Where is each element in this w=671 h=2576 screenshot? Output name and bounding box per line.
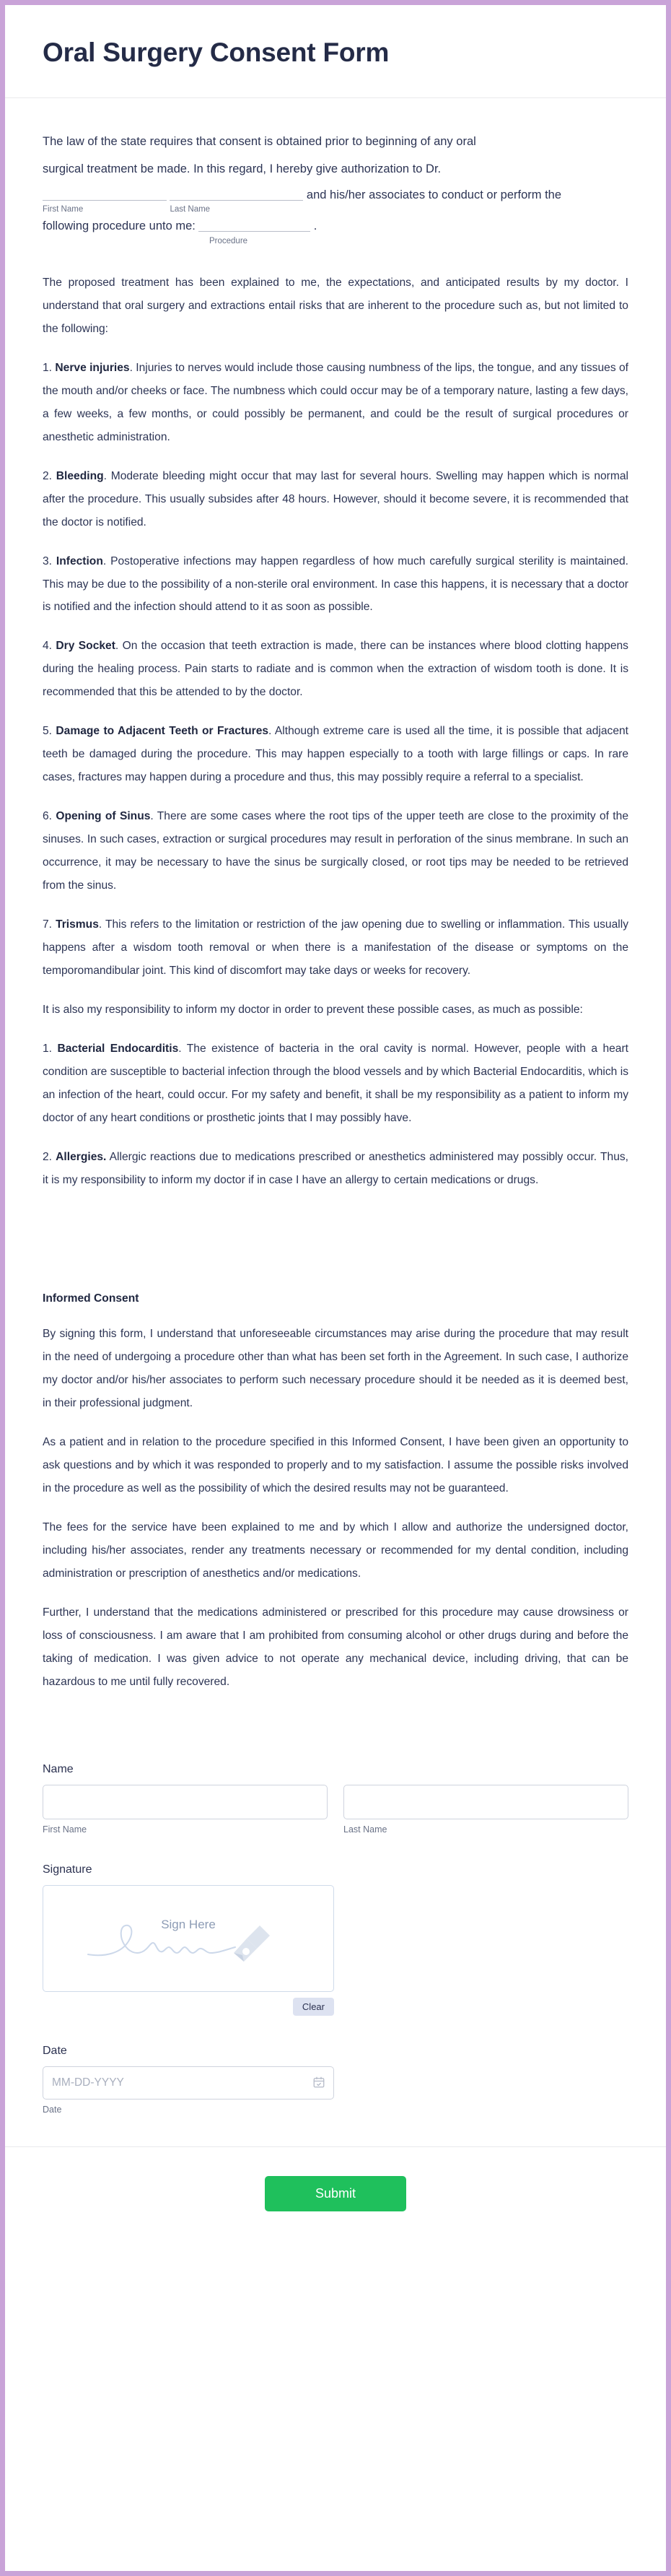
first-name-column	[43, 1785, 328, 1835]
risks-intro-paragraph: The proposed treatment has been explained to me, the expectations, and anticipated results by my doctor. I understand that oral surgery and extractions entail risks that are inherent to the procedure such as, but not limited to the following:	[43, 277, 628, 335]
date-input[interactable]	[43, 2066, 334, 2099]
signature-clear-row	[43, 1998, 334, 2016]
form-body	[5, 98, 666, 1693]
risk-text-3: . Postoperative infections may happen regardless of how much carefully surgical sterility is maintained. This may be due to the possibility of a non-sterile oral environment. In case this happens, it is necessary that a doctor is notified and the infection should attend to it as soon as possible.	[43, 554, 628, 614]
risk-text-2: . Moderate bleeding might occur that may last for several hours. Swelling may happen which is normal after the procedure. This usually subsides after 48 hours. However, should it become severe, it is recommended that the doctor is notified.	[43, 469, 628, 528]
doctor-last-name-input[interactable]	[170, 186, 303, 201]
last-name-column	[343, 1785, 628, 1835]
risk-text-7: . This refers to the limitation or restriction of the jaw opening due to swelling or inflammation. This usually happens after a wisdom tooth removal or when there is a manifestation of the disease or symptoms on the temporomandibular joint. This kind of discomfort may take days or weeks for recovery.	[43, 918, 628, 977]
last-name-input[interactable]	[343, 1785, 628, 1819]
signature-pad[interactable]	[43, 1885, 334, 1992]
submit-button[interactable]: Submit	[265, 2176, 406, 2211]
signature-field-group	[43, 1863, 628, 2016]
spacer	[43, 247, 628, 271]
risk-term-3: Infection	[56, 554, 103, 567]
procedure-field[interactable]	[198, 217, 310, 235]
informed-consent-paragraph-2: As a patient and in relation to the procedure specified in this Informed Consent, I have been given an opportunity to ask questions and by which it was responded to properly and to my satisfaction. I assume the possible risks involved in the procedure as well as the possibility of which the desired results may not be guaranteed.	[43, 1436, 628, 1495]
procedure-caption: Procedure	[209, 237, 248, 246]
informed-consent-paragraph-3: The fees for the service have been explained to me and by which I allow and authorize the undersigned doctor, including his/her associates, render any treatments necessary or recommended for my dental condition, including administration or prescription of anesthetics and/or medications.	[43, 1521, 628, 1580]
responsibility-item-2	[43, 1146, 628, 1192]
name-field-group	[43, 1763, 628, 1835]
intro-line-2: surgical treatment be made. In this regard, I hereby give authorization to Dr.	[43, 162, 442, 175]
risk-text-4: . On the occasion that teeth extraction is made, there can be instances where blood clotting happens during the healing process. Pain starts to radiate and is common when the extraction of wisdom tooth is done. It is recommended that this be attended to by the doctor.	[43, 640, 628, 699]
risk-term-7: Trismus	[56, 918, 99, 931]
risk-item-3	[43, 550, 628, 619]
intro-procedure-row	[43, 217, 628, 247]
responsibility-term-2: Allergies.	[56, 1150, 107, 1163]
intro-inline-fields-row	[43, 186, 628, 216]
doctor-first-name-field[interactable]	[43, 186, 167, 202]
intro-procedure-prefix: following procedure unto me:	[43, 219, 196, 233]
risk-text-6: . There are some cases where the root tips of the upper teeth are close to the proximity of the sinuses. In such cases, extraction or surgical procedures may result in perforation of the sinus membrane. In such an occurrence, it may be necessary to have the sinus be surgically closed, or root tips may be needed to be retrieved from the sinus.	[43, 810, 628, 892]
risk-term-4: Dry Socket	[56, 640, 115, 653]
intro-after-names-text: and his/her associates to conduct or perform the	[306, 188, 562, 201]
clear-signature-button[interactable]: Clear	[293, 1998, 334, 2016]
risk-item-4	[43, 635, 628, 704]
informed-consent-paragraph-4: Further, I understand that the medications administered or prescribed for this procedure may cause drowsiness or loss of consciousness. I am aware that I am prohibited from consuming alcohol or other drugs during and before the taking of medication. I was given advice to not operate any mechanical device, including driving, that can be hazardous to me until fully recovered.	[43, 1606, 628, 1688]
sign-here-label: Sign Here	[161, 1917, 216, 1931]
name-field-label: Name	[43, 1762, 74, 1775]
responsibility-text-2: Allergic reactions due to medications prescribed or anesthetics administered may possibly occur. Thus, it is my responsibility to inform my doctor if in case I have an allergy to certain medications or drugs.	[43, 1150, 628, 1186]
responsibility-number-2: 2.	[43, 1150, 53, 1163]
responsibility-term-1: Bacterial Endocarditis	[57, 1042, 179, 1055]
intro-paragraph	[43, 129, 628, 182]
doctor-last-name-caption: Last Name	[170, 205, 211, 214]
responsibility-number-1: 1.	[43, 1042, 53, 1055]
form-footer	[5, 2146, 666, 2243]
responsibility-text-1: . The existence of bacteria in the oral cavity is normal. However, people with a heart condition are susceptible to bacterial infection through the blood vessels and by which Bacterial Endocarditis, which is an infection of the heart, could occur. For my safety and benefit, it shall be my responsibility as a patient to inform my doctor of any heart conditions or prosthetic joints that I may possibly have.	[43, 1042, 628, 1124]
risk-text-1: . Injuries to nerves would include those causing numbness of the lips, the tongue, and any tissues of the mouth and/or cheeks or face. The numbness which could occur may be of a temporary nature, lasting a few days, a few weeks, a few months, or could possibly be permanent, and could be the result of surgical procedures or anesthetic administration.	[43, 361, 628, 443]
doctor-first-name-input[interactable]	[43, 186, 167, 201]
page-title: Oral Surgery Consent Form	[43, 38, 390, 67]
signature-wrapper	[43, 1885, 334, 2016]
risk-item-1	[43, 357, 628, 449]
first-name-input[interactable]	[43, 1785, 328, 1819]
doctor-first-name-caption: First Name	[43, 205, 84, 214]
date-field-label: Date	[43, 2044, 67, 2057]
section-spacer	[43, 1207, 628, 1292]
risk-number-3: 3.	[43, 554, 53, 567]
risk-text-5: . Although extreme care is used all the time, it is possible that adjacent teeth be damaged during the procedure. This may happen especially to a tooth with large fillings or caps. In rare cases, fractures may happen during a procedure and thus, this may possibly require a referral to a specialist.	[43, 725, 629, 784]
pen-nib-icon	[234, 1926, 270, 1962]
responsibility-intro-paragraph: It is also my responsibility to inform my doctor in order to prevent these possible cases, as much as possible:	[43, 1003, 583, 1016]
last-name-caption: Last Name	[343, 1824, 387, 1835]
risk-number-2: 2.	[43, 469, 53, 482]
risk-number-5: 5.	[43, 725, 53, 738]
date-field-group	[43, 2045, 628, 2115]
first-name-caption: First Name	[43, 1824, 87, 1835]
informed-consent-paragraph-1: By signing this form, I understand that unforeseeable circumstances may arise during the procedure that may result in the need of undergoing a procedure other than what has been set forth in the Agreement. In such case, I authorize my doctor and/or his/her associates to perform such necessary procedure should it be needed as it is deemed best, in their professional judgment.	[43, 1328, 628, 1410]
intro-procedure-suffix: .	[313, 219, 317, 233]
form-fields-area	[5, 1763, 666, 2115]
risk-item-6	[43, 805, 628, 897]
risk-term-6: Opening of Sinus	[56, 810, 151, 823]
risk-item-7	[43, 913, 628, 983]
risk-term-2: Bleeding	[56, 469, 104, 482]
risk-number-4: 4.	[43, 640, 53, 653]
risk-item-5	[43, 720, 628, 789]
responsibility-item-1	[43, 1037, 628, 1130]
date-caption: Date	[43, 2104, 62, 2115]
doctor-last-name-field[interactable]	[170, 186, 303, 202]
risk-number-7: 7.	[43, 918, 53, 931]
calendar-icon[interactable]	[312, 2076, 325, 2089]
informed-consent-heading: Informed Consent	[43, 1292, 139, 1305]
risk-term-5: Damage to Adjacent Teeth or Fractures	[56, 725, 269, 738]
name-input-row	[43, 1785, 628, 1835]
intro-line-1: The law of the state requires that consent is obtained prior to beginning of any oral	[43, 135, 476, 149]
signature-field-label: Signature	[43, 1863, 92, 1876]
procedure-input[interactable]	[198, 217, 310, 232]
risk-term-1: Nerve injuries	[55, 361, 130, 374]
form-header	[5, 5, 666, 98]
risk-number-6: 6.	[43, 810, 53, 823]
date-input-wrapper	[43, 2066, 334, 2115]
signature-flourish-icon	[43, 1910, 333, 1967]
risk-item-2	[43, 465, 628, 534]
risk-number-1: 1.	[43, 361, 53, 374]
